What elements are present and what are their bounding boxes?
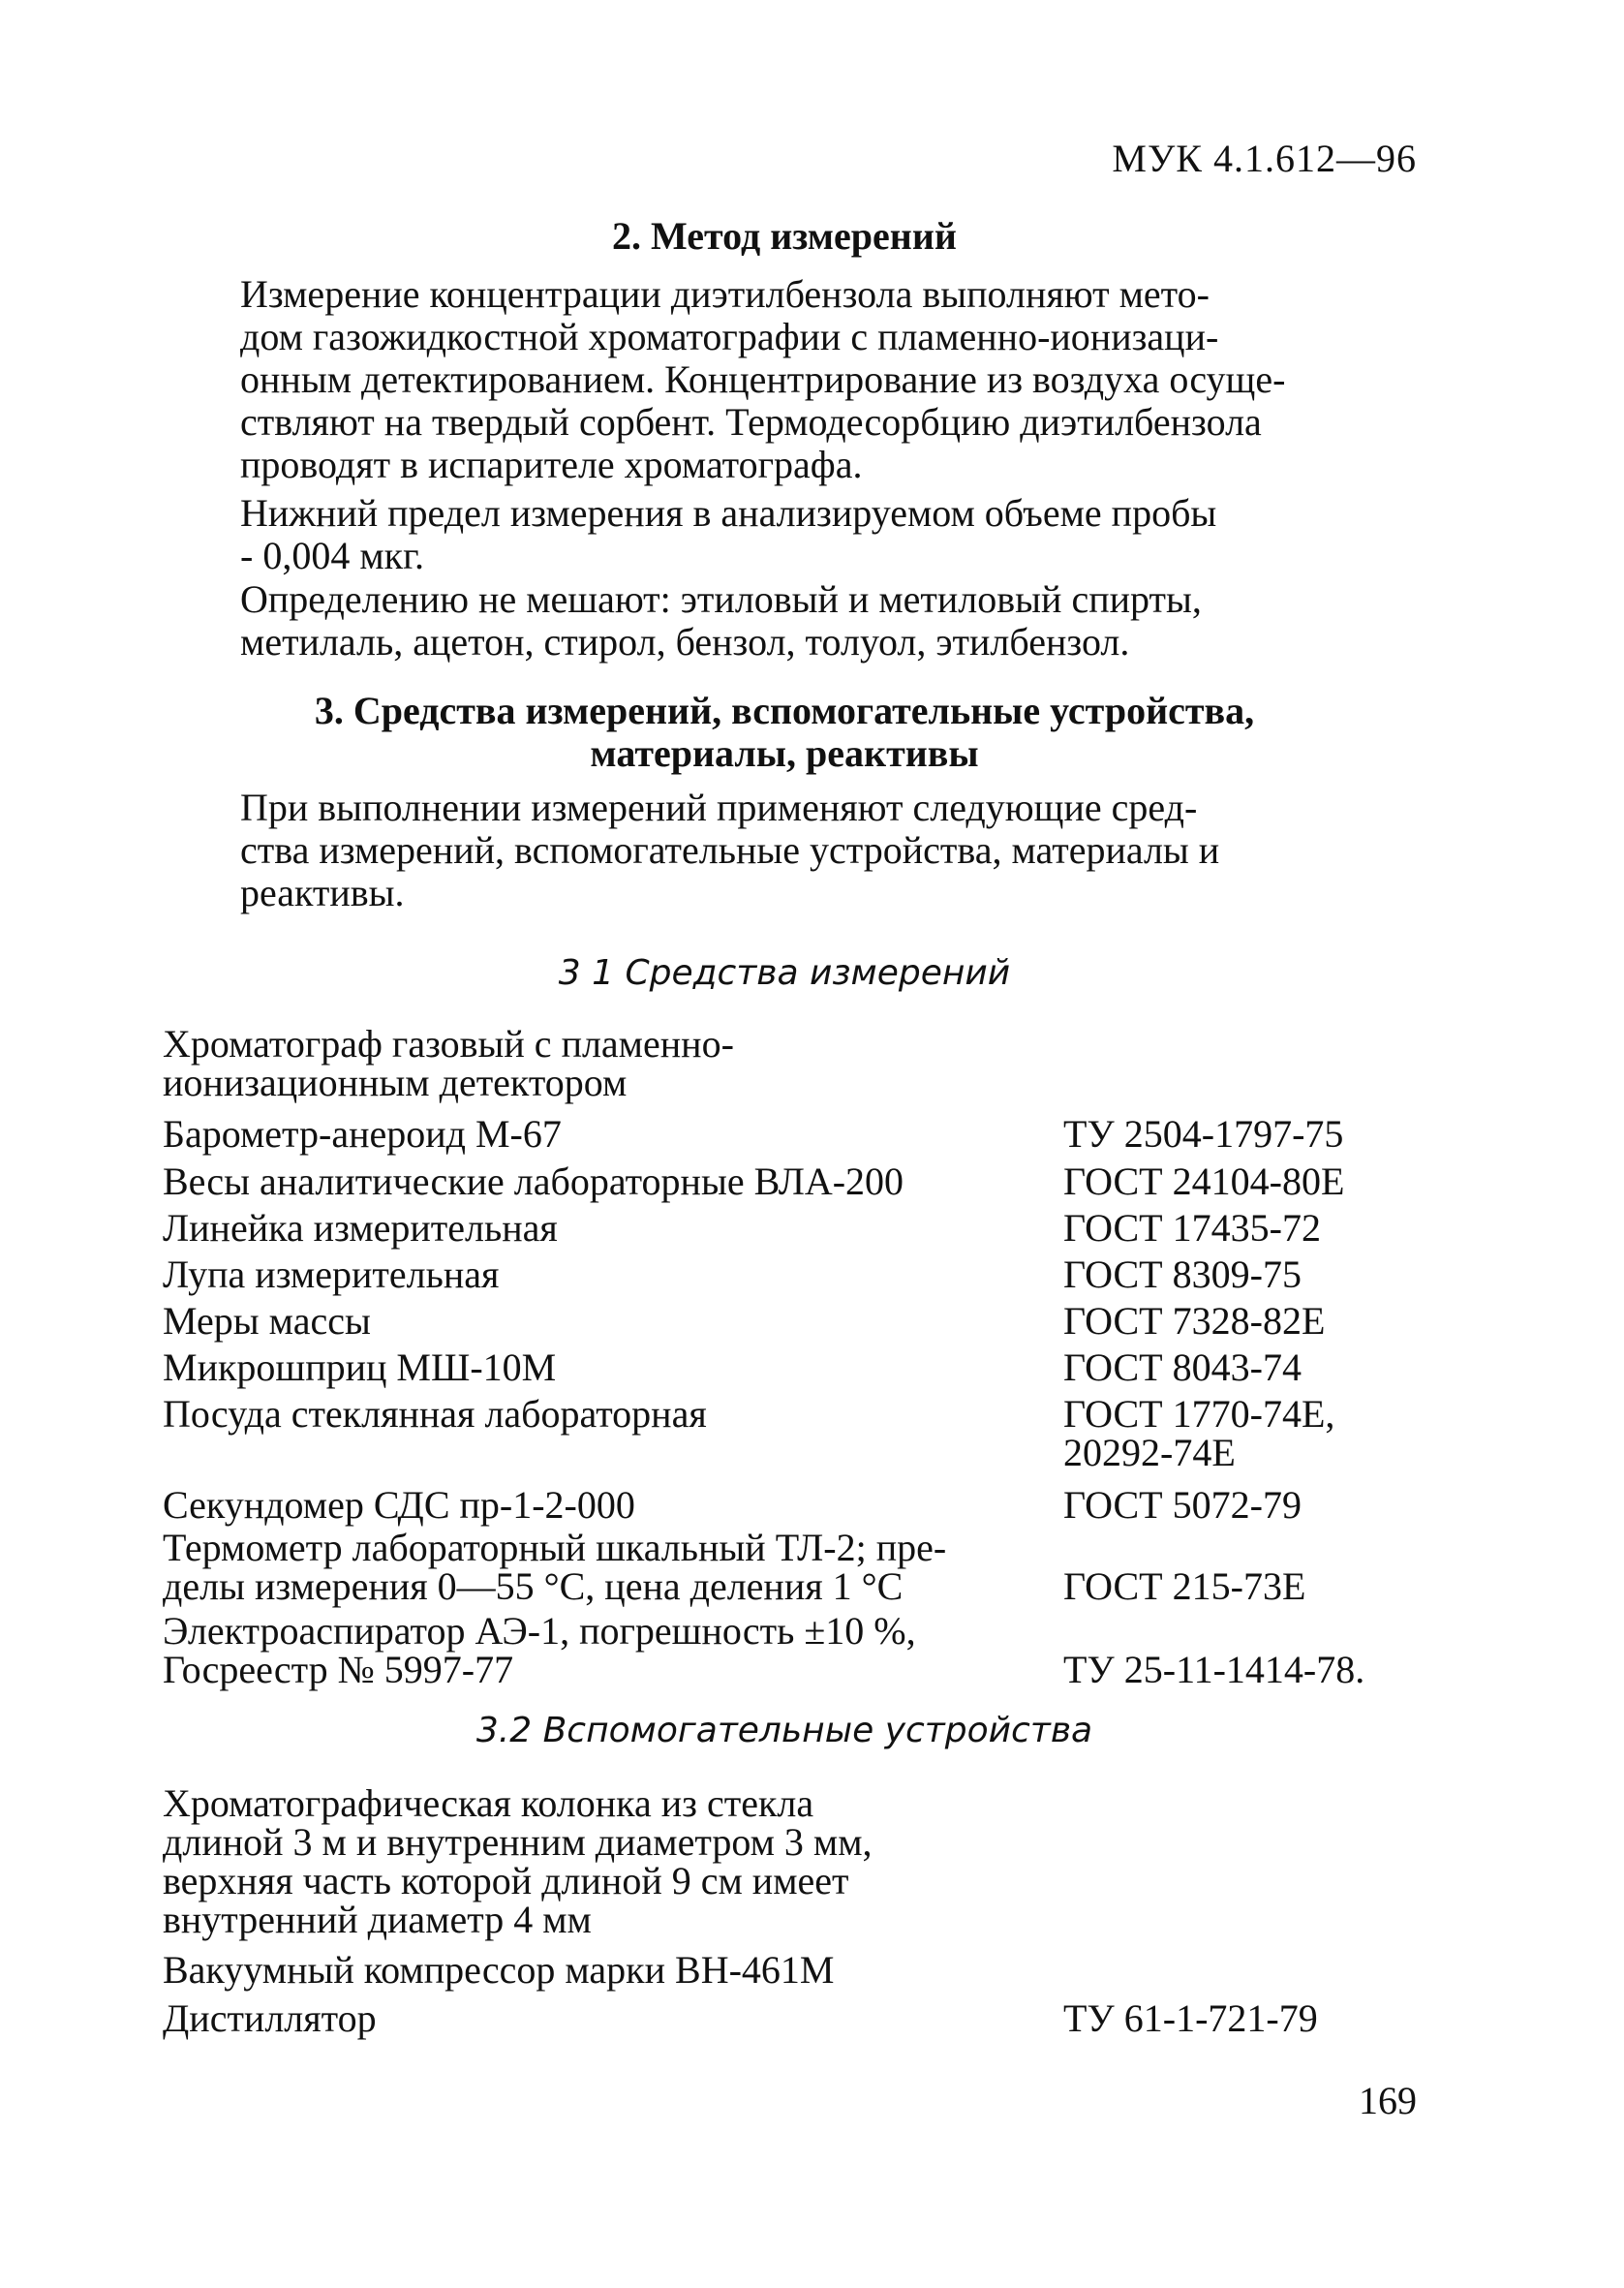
section-2-paragraph-1 (163, 273, 1416, 486)
text-line: реактивы. (240, 871, 405, 914)
instrument-standard: ГОСТ 5072-79 (1063, 1483, 1302, 1527)
subsection-3-1-title: 3 1 Средства измерений (558, 953, 1011, 993)
text-line: Определению не мешают: этиловый и метиловый спирты, (240, 577, 1202, 621)
instrument-standard: ГОСТ 17435-72 (1063, 1206, 1321, 1250)
device-name: Дистиллятор (163, 1996, 377, 2040)
text-line: При выполнении измерений применяют следующие сред- (240, 786, 1198, 829)
instrument-standard: ГОСТ 24104-80Е (1063, 1159, 1345, 1203)
instrument-name: Микрошприц МШ-10М (163, 1345, 557, 1389)
instrument-name: Барометр-анероид М-67 (163, 1112, 562, 1156)
instrument-name: Секундомер СДС пр-1-2-000 (163, 1483, 635, 1527)
text-line: Термометр лабораторный шкальный ТЛ-2; пре- (163, 1526, 947, 1569)
instrument-name (163, 1526, 1054, 1608)
text-line: ства измерений, вспомогательные устройства, материалы и (240, 828, 1220, 872)
section-3-title-line: материалы, реактивы (590, 731, 979, 775)
device-standard: ТУ 61-1-721-79 (1063, 1996, 1318, 2040)
text-line: внутренний диаметр 4 мм (163, 1898, 592, 1941)
section-3-title (155, 690, 1414, 775)
instrument-name: Линейка измерительная (163, 1206, 558, 1250)
text-line: - 0,004 мкг. (240, 534, 424, 577)
instrument-standard: ГОСТ 8309-75 (1063, 1252, 1302, 1296)
instrument-standard: ГОСТ 7328-82Е (1063, 1299, 1326, 1343)
section-2-paragraph-3 (163, 578, 1416, 664)
text-line: онным детектированием. Концентрирование из воздуха осуще- (240, 357, 1286, 401)
device-name (163, 1781, 1054, 1941)
instrument-name: Меры массы (163, 1299, 371, 1343)
instrument-standard: ТУ 2504-1797-75 (1063, 1112, 1344, 1156)
instrument-standard: ТУ 25-11-1414-78. (1063, 1648, 1365, 1691)
text-line: ствляют на твердый сорбент. Термодесорбцию диэтилбензола (240, 400, 1262, 444)
text-line: Госреестр № 5997-77 (163, 1648, 514, 1691)
section-3-title-line: 3. Средства измерений, вспомогательные устройства, (314, 689, 1255, 732)
section-3-intro (163, 787, 1416, 914)
text-line: Электроаспиратор АЭ-1, погрешность ±10 %, (163, 1609, 916, 1653)
text-line: Хроматограф газовый с пламенно- (163, 1022, 734, 1066)
text-line: ионизационным детектором (163, 1061, 628, 1104)
document-code: МУК 4.1.612—96 (1112, 137, 1417, 180)
text-line: ГОСТ 1770-74Е, (1063, 1392, 1335, 1436)
section-2-title: 2. Метод измерений (612, 214, 957, 258)
instrument-name: Лупа измерительная (163, 1252, 500, 1296)
text-line: Нижний предел измерения в анализируемом объеме пробы (240, 491, 1217, 535)
instrument-name (163, 1022, 1054, 1104)
text-line: длиной 3 м и внутренним диаметром 3 мм, (163, 1820, 873, 1864)
page-number: 169 (1359, 2079, 1417, 2122)
instrument-name (163, 1609, 1054, 1691)
device-name: Вакуумный компрессор марки ВН-461М (163, 1948, 835, 1992)
text-line: дом газожидкостной хроматографии с пламенно-ионизаци- (240, 315, 1219, 358)
text-line: Хроматографическая колонка из стекла (163, 1781, 814, 1825)
instrument-standard: ГОСТ 8043-74 (1063, 1345, 1302, 1389)
text-line: верхняя часть которой длиной 9 см имеет (163, 1859, 849, 1902)
section-2-paragraph-2 (163, 492, 1416, 577)
text-line: проводят в испарителе хроматографа. (240, 443, 863, 486)
instrument-name: Весы аналитические лабораторные ВЛА-200 (163, 1159, 904, 1203)
text-line: 20292-74Е (1063, 1431, 1236, 1474)
text-line: делы измерения 0—55 °С, цена деления 1 °С (163, 1564, 904, 1608)
subsection-3-2-title: 3.2 Вспомогательные устройства (475, 1711, 1093, 1750)
instrument-standard (1063, 1392, 1451, 1474)
text-line: метилаль, ацетон, стирол, бензол, толуол, этилбензол. (240, 620, 1130, 664)
instrument-standard: ГОСТ 215-73Е (1063, 1564, 1306, 1608)
instrument-name: Посуда стеклянная лабораторная (163, 1392, 707, 1436)
text-line: Измерение концентрации диэтилбензола выполняют мето- (240, 272, 1210, 316)
